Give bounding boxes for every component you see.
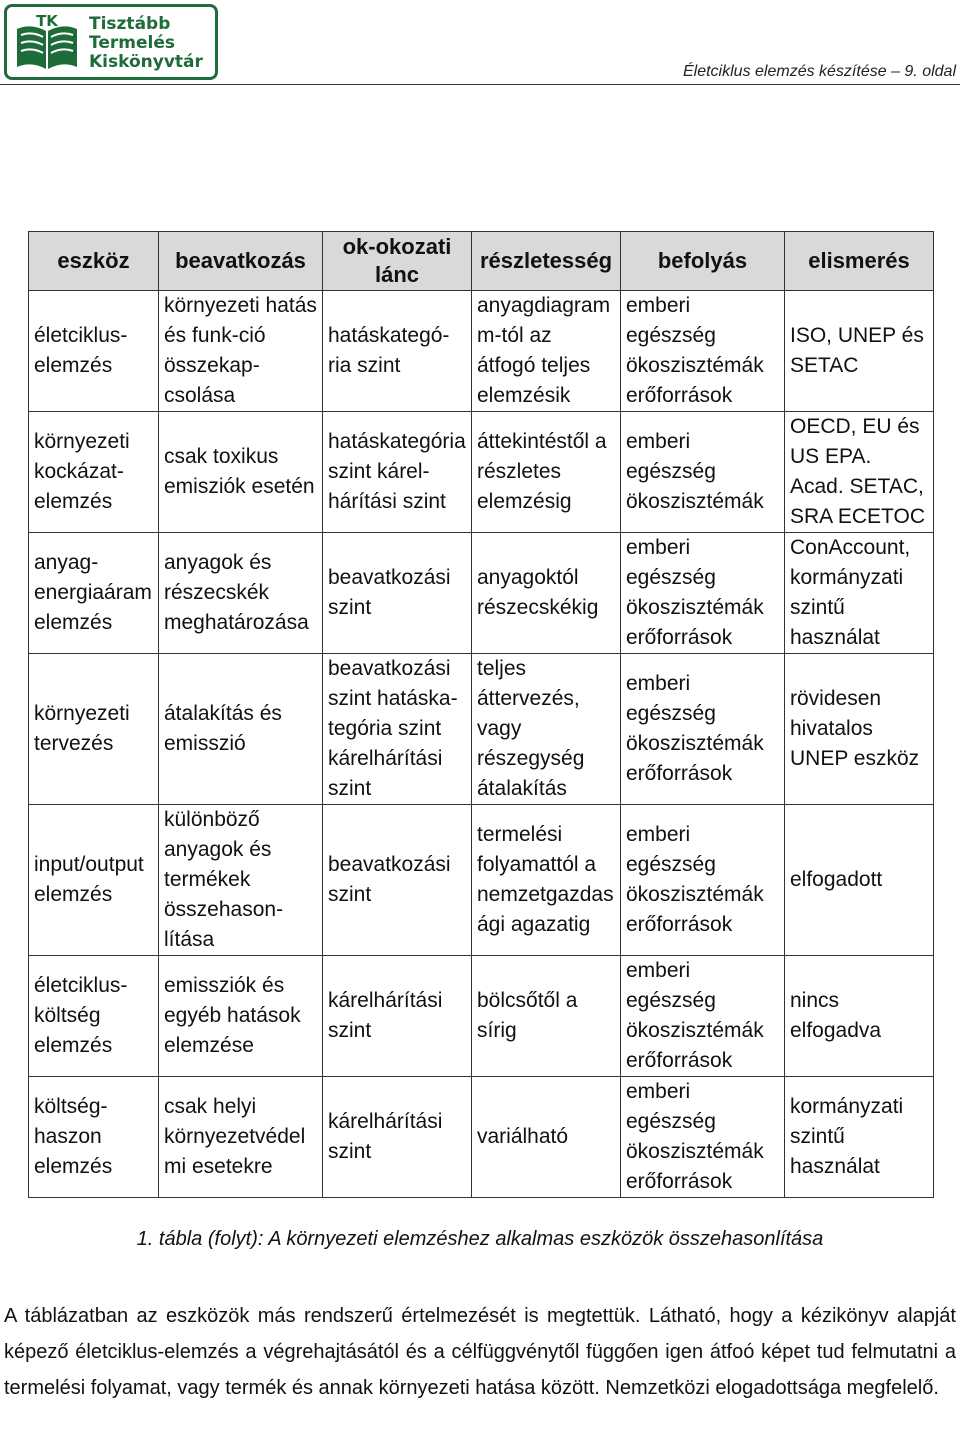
body-paragraph: A táblázatban az eszközök más rendszerű értelmezését is megtettük. Látható, hogy a kézikönyv alapját képező életciklus-elemzés a végrehajtásától és a célfüggvénytől függően igen átfoó képet tud felmutatni a termelési folyamat, vagy termék és annak környezeti hatása között. Nemzetközi elogadottsága megfelelő. <box>4 1305 956 1399</box>
table-row <box>29 533 934 654</box>
table-cell: emberi egészség ökoszisztémák <box>621 412 785 533</box>
table-cell: beavatkozási szint <box>323 533 472 654</box>
table-row <box>29 1077 934 1198</box>
table-row <box>29 805 934 956</box>
table-cell: környezeti kockázat- elemzés <box>29 412 159 533</box>
logo-line-3: Kiskönyvtár <box>89 52 203 72</box>
table-cell: csak helyi környezetvédel mi esetekre <box>159 1077 323 1198</box>
header-divider <box>0 84 960 85</box>
header-cell-intervention: beavatkozás <box>159 232 323 291</box>
table-cell: termelési folyamattól a nemzetgazdas ági agazatig <box>472 805 621 956</box>
table-cell: anyagok és részecskék meghatározása <box>159 533 323 654</box>
table-cell: költség- haszon elemzés <box>29 1077 159 1198</box>
header-cell-causal-chain: ok-okozati lánc <box>323 232 472 291</box>
table-cell: emberi egészség ökoszisztémák erőforrások <box>621 291 785 412</box>
table-cell: életciklus- költség elemzés <box>29 956 159 1077</box>
logo <box>4 4 218 80</box>
comparison-table <box>28 231 934 1198</box>
table-cell: hatáskategó- ria szint <box>323 291 472 412</box>
header-cell-detail: részletesség <box>472 232 621 291</box>
table-cell: környezeti hatás és funk-ció összekap- csolása <box>159 291 323 412</box>
table-cell: variálható <box>472 1077 621 1198</box>
table-cell: emissziók és egyéb hatások elemzése <box>159 956 323 1077</box>
table-cell: beavatkozási szint <box>323 805 472 956</box>
table-cell: bölcsőtől a sírig <box>472 956 621 1077</box>
table-cell: ISO, UNEP és SETAC <box>785 291 934 412</box>
table-row <box>29 412 934 533</box>
table-cell: input/output elemzés <box>29 805 159 956</box>
table-cell: emberi egészség ökoszisztémák erőforrások <box>621 805 785 956</box>
header-cell-tool: eszköz <box>29 232 159 291</box>
table-cell: beavatkozási szint hatáska- tegória szint kárelhárítási szint <box>323 654 472 805</box>
table-cell: anyag- energiaáram elemzés <box>29 533 159 654</box>
table-cell: csak toxikus emisziók esetén <box>159 412 323 533</box>
table-cell: emberi egészség ökoszisztémák erőforrások <box>621 956 785 1077</box>
table-cell: átalakítás és emisszió <box>159 654 323 805</box>
logo-mark-letters: TK <box>36 12 58 30</box>
table-cell: elfogadott <box>785 805 934 956</box>
table-cell: különböző anyagok és termékek összehason- lítása <box>159 805 323 956</box>
table-cell: OECD, EU és US EPA. Acad. SETAC, SRA ECETOC <box>785 412 934 533</box>
table-cell: kárelhárítási szint <box>323 956 472 1077</box>
table-row <box>29 291 934 412</box>
table-cell: anyagoktól részecskékig <box>472 533 621 654</box>
header-cell-recognition: elismerés <box>785 232 934 291</box>
table-cell: életciklus- elemzés <box>29 291 159 412</box>
page-info: Életciklus elemzés készítése – 9. oldal <box>682 63 956 80</box>
table-cell: kormányzati szintű használat <box>785 1077 934 1198</box>
table-row <box>29 956 934 1077</box>
logo-text <box>89 15 203 72</box>
page-header <box>0 0 960 88</box>
table-cell: környezeti tervezés <box>29 654 159 805</box>
table-cell: rövidesen hivatalos UNEP eszköz <box>785 654 934 805</box>
table-cell: teljes áttervezés, vagy részegység átalakítás <box>472 654 621 805</box>
logo-line-1: Tisztább <box>89 14 171 34</box>
header-cell-influence: befolyás <box>621 232 785 291</box>
table-row <box>29 654 934 805</box>
table-cell: hatáskategória szint kárel- hárítási szint <box>323 412 472 533</box>
table-cell: nincs elfogadva <box>785 956 934 1077</box>
logo-line-2: Termelés <box>89 33 175 53</box>
table-cell: emberi egészség ökoszisztémák erőforrások <box>621 533 785 654</box>
table-cell: anyagdiagram m-tól az átfogó teljes elemzésik <box>472 291 621 412</box>
table-header-row <box>29 232 934 291</box>
table-cell: emberi egészség ökoszisztémák erőforrások <box>621 1077 785 1198</box>
table-caption: 1. tábla (folyt): A környezeti elemzéshez alkalmas eszközök összehasonlítása <box>136 1228 824 1250</box>
table-cell: ConAccount, kormányzati szintű használat <box>785 533 934 654</box>
table-cell: kárelhárítási szint <box>323 1077 472 1198</box>
book-logo-icon <box>13 11 81 73</box>
table-cell: emberi egészség ökoszisztémák erőforrások <box>621 654 785 805</box>
table-cell: áttekintéstől a részletes elemzésig <box>472 412 621 533</box>
